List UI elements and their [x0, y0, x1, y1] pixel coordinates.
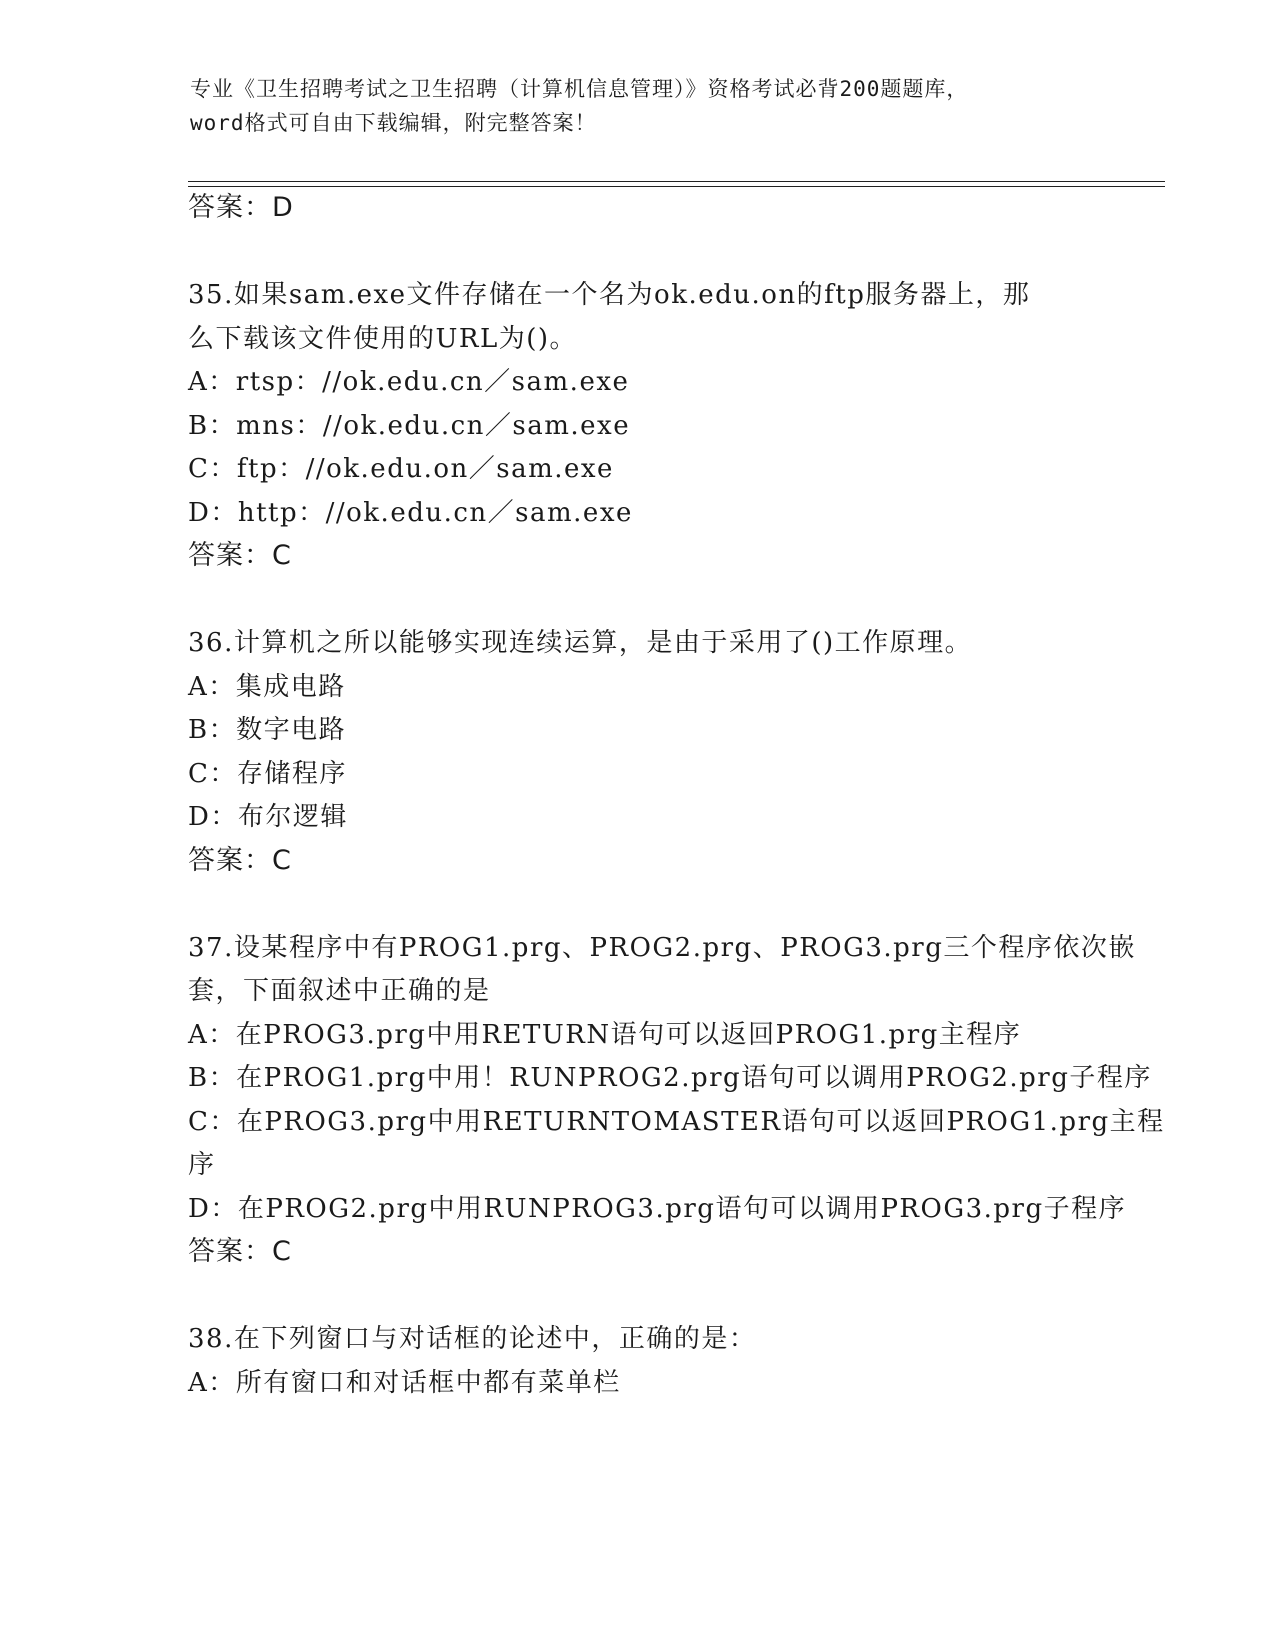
q35-option-d: D：http：//ok.edu.cn／sam.exe	[188, 498, 633, 528]
q35-option-b: B：mns：//ok.edu.cn／sam.exe	[188, 411, 631, 441]
page-header	[190, 72, 1090, 140]
q35-option-c: C：ftp：//ok.edu.on／sam.exe	[188, 454, 614, 484]
q36-stem: 36.计算机之所以能够实现连续运算，是由于采用了()工作原理。	[188, 628, 973, 658]
q37-answer: 答案：C	[188, 1236, 292, 1267]
q38-option-a: A：所有窗口和对话框中都有菜单栏	[188, 1368, 621, 1398]
q36-option-c: C：存储程序	[188, 759, 347, 789]
q37-option-d: D：在PROG2.prg中用RUNPROG3.prg语句可以调用PROG3.prg子程序	[188, 1194, 1127, 1224]
q35-option-a: A：rtsp：//ok.edu.cn／sam.exe	[188, 367, 630, 397]
q37-stem-line1: 37.设某程序中有PROG1.prg、PROG2.prg、PROG3.prg三个程序依次嵌	[188, 933, 1136, 963]
previous-answer: 答案：D	[188, 192, 294, 223]
q36-option-a: A：集成电路	[188, 672, 346, 702]
q35-stem-line1: 35.如果sam.exe文件存储在一个名为ok.edu.on的ftp服务器上，那	[188, 280, 1031, 310]
header-divider-top	[188, 181, 1165, 182]
q36-option-d: D：布尔逻辑	[188, 802, 348, 832]
q35-stem-line2: 么下载该文件使用的URL为()。	[188, 324, 578, 354]
header-divider-bottom	[188, 186, 1165, 187]
header-title-line2: word格式可自由下载编辑，附完整答案！	[190, 111, 597, 135]
q37-option-c-line2: 序	[188, 1150, 216, 1180]
header-title-line1: 专业《卫生招聘考试之卫生招聘（计算机信息管理）》资格考试必背200题题库，	[190, 77, 969, 101]
q38-stem: 38.在下列窗口与对话框的论述中，正确的是：	[188, 1324, 757, 1354]
q36-option-b: B：数字电路	[188, 715, 347, 745]
q35-answer: 答案：C	[188, 540, 292, 571]
q37-option-b: B：在PROG1.prg中用！RUNPROG2.prg语句可以调用PROG2.prg子程序	[188, 1063, 1152, 1093]
q36-answer: 答案：C	[188, 845, 292, 876]
q37-option-c-line1: C：在PROG3.prg中用RETURNTOMASTER语句可以返回PROG1.prg主程	[188, 1107, 1165, 1137]
q37-option-a: A：在PROG3.prg中用RETURN语句可以返回PROG1.prg主程序	[188, 1020, 1022, 1050]
q37-stem-line2: 套，下面叙述中正确的是	[188, 976, 491, 1006]
